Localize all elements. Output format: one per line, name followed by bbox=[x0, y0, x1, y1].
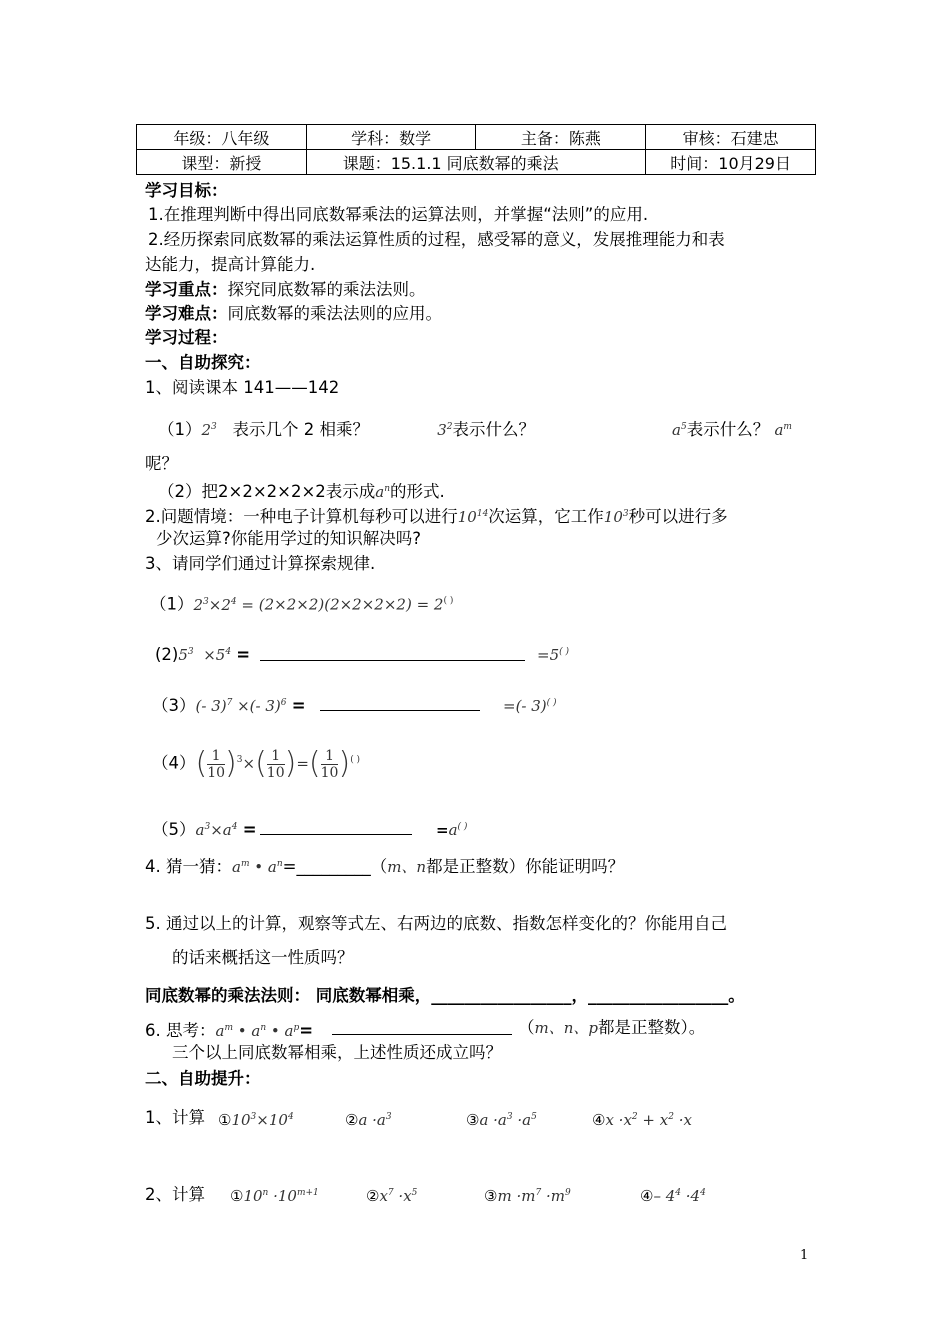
key-point-text: 探究同底数幂的乘法法则。 bbox=[227, 280, 426, 299]
calc2-item1: $①10^n \cdot 10^{m+1}$ bbox=[230, 1187, 319, 1205]
calc2-item2: $②x^7 \cdot x^5$ bbox=[366, 1187, 418, 1205]
section2-title: 二、自助提升： bbox=[145, 1069, 261, 1088]
q1-1-prefix: （1） bbox=[158, 420, 202, 439]
ex3: （3）(- 3)$^7$ ×(- 3)$^6$ = bbox=[152, 696, 306, 715]
multiplication-rule: 同底数幂的乘法法则： 同底数幂相乘，_________________，_________________。 bbox=[145, 986, 745, 1005]
q3: 3、请同学们通过计算探索规律. bbox=[145, 554, 376, 573]
math-2-cubed: $2^3$ bbox=[201, 421, 217, 439]
ex5-result: =a( ) bbox=[436, 821, 468, 839]
q6: 6. 思考：$a^m$ • $a^n$ • $a^p=$ bbox=[145, 1021, 314, 1040]
calc2 bbox=[145, 1184, 205, 1206]
header-table bbox=[136, 124, 816, 175]
q6-tail: （m、n、p都是正整数）。 bbox=[518, 1018, 706, 1037]
ex4: （4）( $\frac{1}{10}$ )$^3$×( $\frac{1}{10}$ )=( $\frac{1}{10}$ )( ) bbox=[152, 746, 361, 781]
difficulty bbox=[145, 303, 442, 325]
calc2-item3: ③m $\cdot m^7 \cdot m^9$ bbox=[484, 1187, 571, 1205]
ex2-label: (2) bbox=[155, 645, 179, 664]
process-title: 学习过程： bbox=[145, 328, 228, 347]
ex1-expr: (2×2×2)(2×2×2×2) = 2 bbox=[258, 595, 444, 614]
key-point bbox=[145, 279, 426, 301]
q4-b: =_________（ bbox=[282, 857, 388, 876]
ex5-blank[interactable] bbox=[260, 834, 412, 835]
q4-vars: m、n bbox=[387, 858, 427, 876]
ex3-expr: (- 3)$^7$ ×(- 3)$^6$ bbox=[195, 697, 287, 715]
math-3-squared: $3^2$ bbox=[437, 421, 453, 439]
q1-1-a: 表示几个 2 相乘？ bbox=[232, 420, 370, 439]
q1-1-right bbox=[672, 416, 792, 441]
q2-b: 次运算，它工作 bbox=[488, 507, 604, 526]
ex2: $(2)5^3 \times 5^4$ = bbox=[155, 645, 251, 664]
grade-cell: 年级：八年级 bbox=[137, 125, 307, 150]
calc2-item4: ④– $4^4 \cdot 4^4$ bbox=[640, 1187, 706, 1205]
ex2-expr: $5^3 \times 5^4$ bbox=[178, 646, 232, 664]
author-cell: 主备：陈燕 bbox=[476, 125, 646, 150]
calc1 bbox=[145, 1107, 205, 1129]
ex3-label: （3） bbox=[152, 696, 196, 715]
ex4-frac3: $\frac{1}{10}$ bbox=[320, 747, 339, 781]
q1-1-end: 呢？ bbox=[145, 454, 178, 473]
ex2-blank[interactable] bbox=[260, 660, 525, 661]
ex1-blank-exp: ( ) bbox=[443, 596, 454, 606]
q1-2-expr: 2×2×2×2×2 bbox=[218, 482, 326, 501]
ex5-expr: $a^3\times a^4$ bbox=[195, 821, 238, 839]
q2-c: 秒可以进行多 bbox=[628, 507, 728, 526]
q1-1-c: 表示什么？ bbox=[686, 420, 770, 439]
q1-2-end: 的形式. bbox=[390, 482, 445, 501]
difficulty-label: 学习难点： bbox=[145, 304, 228, 323]
math-an: $a^n$ bbox=[375, 483, 391, 501]
reviewer-cell: 审核：石建忠 bbox=[646, 125, 816, 150]
ex3-blank[interactable] bbox=[320, 710, 480, 711]
q6-expr: $a^m$ • $a^n$ • $a^p$ bbox=[215, 1022, 300, 1040]
ex4-frac2: $\frac{1}{10}$ bbox=[266, 747, 285, 781]
q6-blank[interactable] bbox=[332, 1034, 512, 1035]
q1-2 bbox=[158, 478, 445, 503]
difficulty-text: 同底数幂的乘法法则的应用。 bbox=[227, 304, 442, 323]
objective-1: 1.在推理判断中得出同底数幂乘法的运算法则，并掌握“法则”的应用. bbox=[148, 205, 649, 224]
calc1-item1: $①10^3\times 10^4$ bbox=[218, 1111, 294, 1129]
ex1 bbox=[150, 590, 453, 616]
lesson-type-cell: 课型：新授 bbox=[137, 150, 307, 175]
ex2-result: =5( ) bbox=[537, 646, 570, 664]
ex4-label: （4） bbox=[152, 753, 196, 773]
q2-line2: 少次运算?你能用学过的知识解决吗? bbox=[156, 529, 422, 548]
q4-c: 都是正整数）你能证明吗？ bbox=[426, 857, 625, 876]
q1-1-b: 表示什么？ bbox=[452, 420, 535, 439]
page-number: 1 bbox=[800, 1248, 809, 1263]
q6-line2: 三个以上同底数幂相乘，上述性质还成立吗？ bbox=[172, 1043, 502, 1062]
q2-line1 bbox=[145, 503, 728, 528]
ex3-result: =(- 3)( ) bbox=[503, 697, 557, 715]
q5-line1: 5. 通过以上的计算，观察等式左、右两边的底数、指数怎样变化的？你能用自己 bbox=[145, 914, 727, 933]
objective-2-line1: 2.经历探索同底数幂的乘法运算性质的过程，感受幂的意义，发展推理能力和表 bbox=[148, 230, 725, 249]
key-point-label: 学习重点： bbox=[145, 280, 228, 299]
q1-2-mid: 表示成 bbox=[325, 482, 376, 501]
ex5: $(5)a^3\times a^4$ = bbox=[152, 820, 257, 839]
q5-line2: 的话来概括这一性质吗？ bbox=[172, 948, 354, 967]
q1-1 bbox=[158, 416, 535, 441]
calc1-item3: ③a $\cdot a^3 \cdot a^5$ bbox=[466, 1111, 537, 1129]
ex1-label: （1） bbox=[150, 594, 194, 614]
time-cell: 时间：10月29日 bbox=[646, 150, 816, 175]
ex1-left: $2^3\times 2^4$ = bbox=[193, 595, 259, 614]
q6-c: 都是正整数）。 bbox=[598, 1018, 706, 1037]
q2-a: 2.问题情境：一种电子计算机每秒可以进行 bbox=[145, 507, 458, 526]
subject-cell: 学科：数学 bbox=[306, 125, 476, 150]
q6-a: 6. 思考： bbox=[145, 1021, 216, 1040]
q1-2-prefix: （2）把 bbox=[158, 482, 218, 501]
math-am: $a^m$ bbox=[774, 421, 792, 439]
calc1-label: 1、计算 bbox=[145, 1108, 205, 1127]
section1-title: 一、自助探究： bbox=[145, 353, 261, 372]
math-10-3: $10^3$ bbox=[603, 508, 629, 526]
math-a5: $a^5$ bbox=[672, 421, 687, 439]
q1: 1、阅读课本 141——142 bbox=[145, 378, 340, 397]
q4-expr: $a^m$ • $a^n$ bbox=[232, 858, 283, 876]
objectives-title: 学习目标： bbox=[145, 181, 228, 200]
calc1-item4: ④x $\cdot x^2 + x^2 \cdot x$ bbox=[592, 1111, 692, 1129]
objective-2-line2: 达能力，提高计算能力. bbox=[145, 255, 316, 274]
math-10-14: $10^{14}$ bbox=[457, 508, 489, 526]
q4-a: 4. 猜一猜： bbox=[145, 857, 232, 876]
q4 bbox=[145, 853, 624, 878]
ex5-label: （5） bbox=[152, 820, 196, 839]
topic-cell: 课题：15.1.1 同底数幂的乘法 bbox=[306, 150, 646, 175]
q6-vars: m、n、p bbox=[534, 1019, 598, 1037]
ex4-frac1: $\frac{1}{10}$ bbox=[207, 747, 226, 781]
calc2-label: 2、计算 bbox=[145, 1185, 205, 1204]
calc1-item2: ②a $\cdot a^3$ bbox=[345, 1111, 392, 1129]
